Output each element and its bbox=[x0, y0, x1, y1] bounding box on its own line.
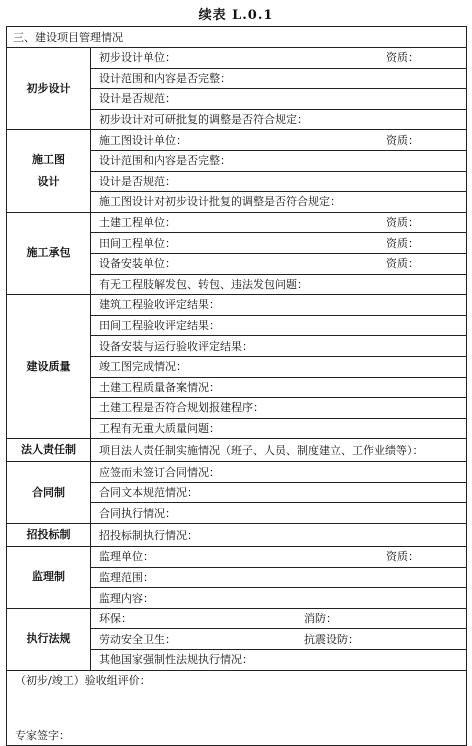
field-label: 应签而未签订合同情况： bbox=[91, 462, 467, 483]
qualification-label: 资质： bbox=[386, 133, 419, 147]
project-management-table bbox=[6, 26, 467, 746]
field-label: 田间工程单位： bbox=[99, 236, 176, 250]
field-label: 有无工程肢解发包、转包、违法发包问题： bbox=[91, 274, 467, 295]
table-row bbox=[7, 439, 467, 462]
section-header-row bbox=[7, 27, 467, 48]
qualification-label: 资质： bbox=[386, 550, 419, 564]
field-label: 竣工图完成情况： bbox=[91, 356, 467, 377]
category-hetong-zhi: 合同制 bbox=[7, 462, 91, 524]
field-label: 消防： bbox=[304, 612, 337, 626]
field-cell bbox=[91, 253, 467, 274]
qualification-label: 资质： bbox=[386, 236, 419, 250]
category-shigongtu-sheji bbox=[7, 130, 91, 212]
field-label: 设计是否规范： bbox=[91, 171, 467, 192]
category-zhaotoubiao-zhi: 招投标制 bbox=[7, 524, 91, 547]
field-label: 初步设计单位： bbox=[99, 51, 176, 65]
category-line: 设计 bbox=[37, 175, 60, 189]
field-cell bbox=[91, 48, 467, 69]
table-row bbox=[7, 547, 467, 568]
category-line: 施工图 bbox=[32, 153, 65, 167]
field-label: 建筑工程验收评定结果： bbox=[91, 295, 467, 316]
field-label: 田间工程验收评定结果： bbox=[91, 315, 467, 336]
evaluation-cell bbox=[7, 670, 467, 745]
field-label: 监理单位： bbox=[99, 550, 154, 564]
field-cell bbox=[91, 629, 467, 650]
table-row bbox=[7, 130, 467, 151]
field-label: 其他国家强制性法规执行情况： bbox=[91, 650, 467, 671]
field-label: 土建工程单位： bbox=[99, 216, 176, 230]
field-label: 设备安装与运行验收评定结果： bbox=[91, 336, 467, 357]
evaluation-label: （初步/竣工）验收组评价： bbox=[15, 673, 151, 687]
table-row bbox=[7, 462, 467, 483]
evaluation-row bbox=[7, 670, 467, 745]
qualification-label: 资质： bbox=[386, 51, 419, 65]
field-label: 设计范围和内容是否完整： bbox=[91, 150, 467, 171]
field-cell bbox=[91, 608, 467, 629]
field-label: 施工图设计对初步设计批复的调整是否符合规定： bbox=[91, 192, 467, 213]
field-label: 合同文本规范情况： bbox=[91, 482, 467, 503]
field-label: 土建工程是否符合规划报建程序： bbox=[91, 398, 467, 419]
category-chubu-sheji: 初步设计 bbox=[7, 48, 91, 130]
field-label: 设备安装单位： bbox=[99, 257, 176, 271]
field-label: 初步设计对可研批复的调整是否符合规定： bbox=[91, 109, 467, 130]
field-cell bbox=[91, 233, 467, 254]
field-label: 工程有无重大质量问题： bbox=[91, 418, 467, 439]
table-row bbox=[7, 524, 467, 547]
field-cell bbox=[91, 130, 467, 151]
field-label: 抗震设防： bbox=[304, 632, 359, 646]
table-title: 续表 L.0.1 bbox=[198, 8, 274, 23]
field-label: 劳动安全卫生： bbox=[99, 632, 176, 646]
category-jianshe-zhiliang: 建设质量 bbox=[7, 295, 91, 439]
qualification-label: 资质： bbox=[386, 257, 419, 271]
table-row bbox=[7, 295, 467, 316]
field-cell bbox=[91, 547, 467, 568]
category-faren-zerenzhi: 法人责任制 bbox=[7, 439, 91, 462]
expert-signature-label: 专家签字： bbox=[15, 728, 70, 742]
table-row bbox=[7, 212, 467, 233]
field-cell bbox=[91, 212, 467, 233]
field-label: 设计范围和内容是否完整： bbox=[91, 68, 467, 89]
category-jianli-zhi: 监理制 bbox=[7, 547, 91, 609]
field-label: 合同执行情况： bbox=[91, 503, 467, 524]
field-label: 土建工程质量备案情况： bbox=[91, 377, 467, 398]
field-label: 项目法人责任制实施情况（班子、人员、制度建立、工作业绩等）： bbox=[91, 439, 467, 462]
category-shigong-chengbao: 施工承包 bbox=[7, 212, 91, 294]
field-label: 招投标制执行情况： bbox=[91, 524, 467, 547]
qualification-label: 资质： bbox=[386, 216, 419, 230]
field-label: 施工图设计单位： bbox=[99, 133, 187, 147]
field-label: 设计是否规范： bbox=[91, 89, 467, 110]
field-label: 监理范围： bbox=[91, 567, 467, 588]
field-label: 监理内容： bbox=[91, 588, 467, 609]
table-row bbox=[7, 48, 467, 69]
table-row bbox=[7, 608, 467, 629]
field-label: 环保： bbox=[99, 612, 132, 626]
section-header: 三、建设项目管理情况 bbox=[7, 27, 467, 48]
category-zhixing-fagui: 执行法规 bbox=[7, 608, 91, 670]
